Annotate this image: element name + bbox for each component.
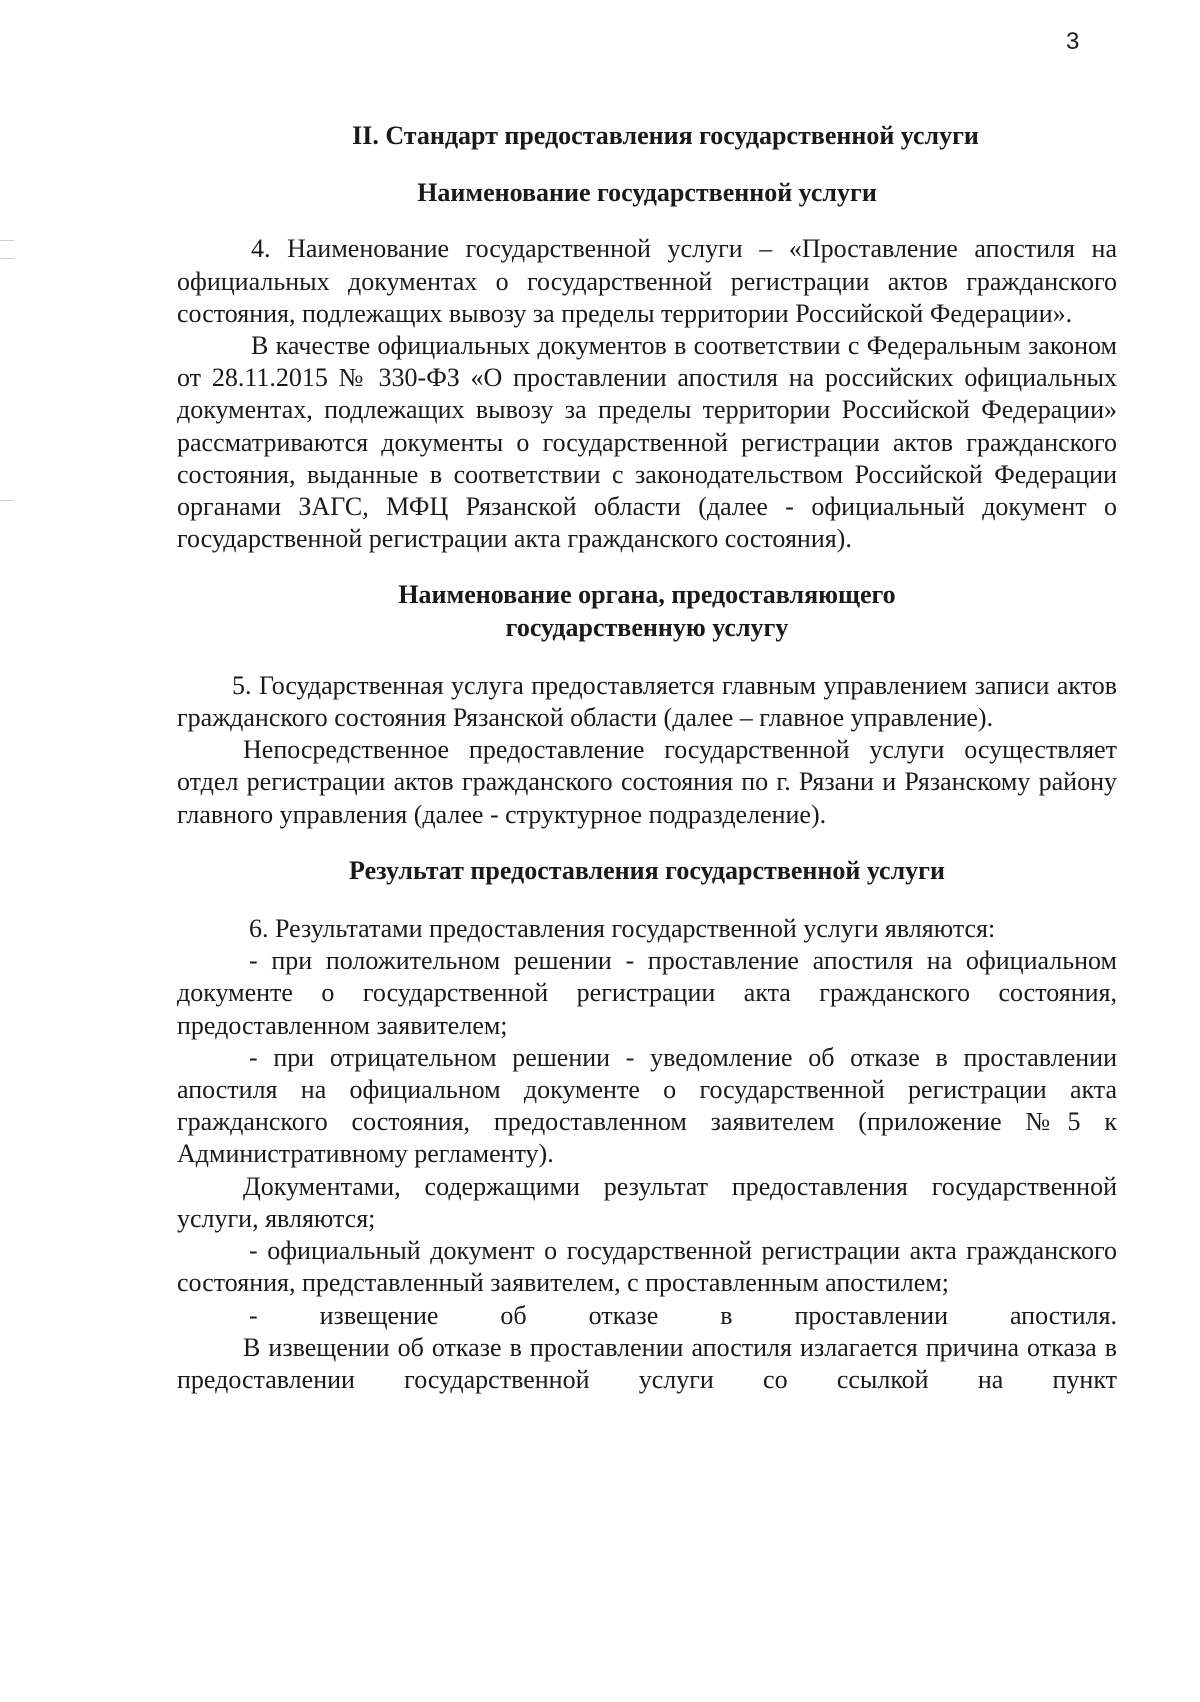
paragraph-6-negative: - при отрицательном решении - уведомление об отказе в проставлении апостиля на официальном документе о государственной регистрации акта гражданского состояния, предоставленном заявителем (приложение №5 к Административному регламенту).: [177, 1042, 1117, 1169]
section-title: II. Стандарт предоставления государственной услуги: [352, 121, 979, 150]
heading-authority-line1: Наименование органа, предоставляющего: [398, 580, 896, 610]
document-body: [177, 120, 1117, 1396]
paragraph-6: 6. Результатами предоставления государственной услуги являются:: [249, 914, 996, 944]
paragraph-5-direct: Непосредственное предоставление государственной услуги осуществляет отдел регистрации актов гражданского состояния по г. Рязани и Рязанскому району главного управления (далее - структурное подразделение).: [177, 735, 1117, 829]
heading-service-name: Наименование государственной услуги: [417, 178, 877, 208]
paragraph-6-documents-intro: Документами, содержащими результат предоставления государственной услуги, являются;: [177, 1171, 1117, 1233]
paragraph-4-documents: В качестве официальных документов в соответствии с Федеральным законом от 28.11.2015 № 330-ФЗ «О проставлении апостиля на российских официальных документах, подлежащих вывозу за пределы территории Российской Федерации» рассматриваются документы о государственной регистрации актов гражданского состояния, выданные в соответствии с законодательством Российской Федерации органами ЗАГС, МФЦ Рязанской области (далее - официальный документ о государственной регистрации акта гражданского состояния).: [177, 331, 1117, 554]
scan-mark: [0, 240, 14, 241]
paragraph-6-document-2: - извещение об отказе в проставлении апостиля.: [249, 1300, 1117, 1330]
heading-result: Результат предоставления государственной услуги: [349, 855, 945, 885]
paragraph-6-refusal: В извещении об отказе в проставлении апостиля излагается причина отказа в предоставлении государственной услуги со ссылкой на пункт: [177, 1332, 1117, 1394]
paragraph-6-positive: - при положительном решении - проставление апостиля на официальном документе о государственной регистрации акта гражданского состояния, предоставленном заявителем;: [177, 946, 1117, 1040]
page-number: 3: [1066, 28, 1080, 55]
paragraph-4: 4. Наименование государственной услуги – «Проставление апостиля на официальных документах о государственной регистрации актов гражданского состояния, подлежащих вывозу за пределы территории Российской Федерации».: [177, 234, 1117, 328]
paragraph-5: 5. Государственная услуга предоставляется главным управлением записи актов гражданского состояния Рязанской области (далее – главное управление).: [177, 670, 1117, 733]
heading-authority-line2: государственную услугу: [505, 612, 789, 642]
paragraph-6-document-1: - официальный документ о государственной регистрации акта гражданского состояния, представленный заявителем, с проставленным апостилем;: [177, 1236, 1117, 1298]
scan-mark: [0, 258, 14, 259]
scan-mark: [0, 500, 14, 501]
